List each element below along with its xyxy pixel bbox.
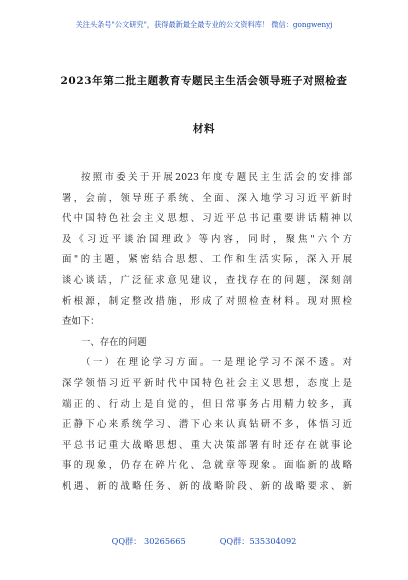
document-body [62, 168, 352, 498]
body-line: 析根源，制定整改措施，形成了对照检查材料。现对照检 [62, 295, 352, 307]
body-line: 按照市委关于开展2023年度专题民主生活会的安排部 [81, 172, 352, 183]
body-line: 署，会前，领导班子系统、全面、深入地学习习近平新时 [62, 192, 352, 204]
footer-qq-group-2: QQ群：535304092 [219, 536, 297, 546]
header-banner: 关注头条号"公文研究"，获得最新最全最专业的公文资料库！ 微信：gongwenyj [75, 20, 333, 29]
body-line: （一）在理论学习方面。一是理论学习不深不透。对 [81, 357, 352, 369]
body-line: 平总书记重大战略思想、重大决策部署有时还存在就事论 [62, 439, 352, 451]
footer-qq-group-1: QQ群： 30265665 [111, 536, 186, 546]
body-line: 事的现象，仍存在碎片化、急就章等现象。面临新的战略 [62, 460, 352, 472]
body-line: 谈心谈话，广泛征求意见建议，查找存在的问题，深刻剖 [62, 274, 352, 286]
body-line: 面"的主题，紧密结合思想、工作和生活实际，深入开展 [62, 254, 352, 266]
body-line: 查如下： [62, 316, 100, 328]
document-title-line-2: 材料 [192, 123, 216, 135]
body-line: 代中国特色社会主义思想、习近平总书记重要讲话精神以 [62, 213, 352, 225]
section-heading: 一、存在的问题 [81, 336, 147, 348]
body-line: 正静下心来系统学习、潜下心来认真钻研不多，体悟习近 [62, 419, 352, 431]
body-line: 深学领悟习近平新时代中国特色社会主义思想，态度上是 [62, 377, 352, 389]
body-line: 端正的、行动上是自觉的，但日常事务占用精力较多，真 [62, 398, 352, 410]
footer-contact [0, 536, 408, 547]
body-line: 及《习近平谈治国理政》等内容，同时，聚焦"六个方 [62, 233, 352, 245]
document-title-line-1: 2023年第二批主题教育专题民主生活会领导班子对照检查 [60, 75, 348, 87]
body-line: 机遇、新的战略任务、新的战略阶段、新的战略要求、新 [62, 480, 352, 492]
